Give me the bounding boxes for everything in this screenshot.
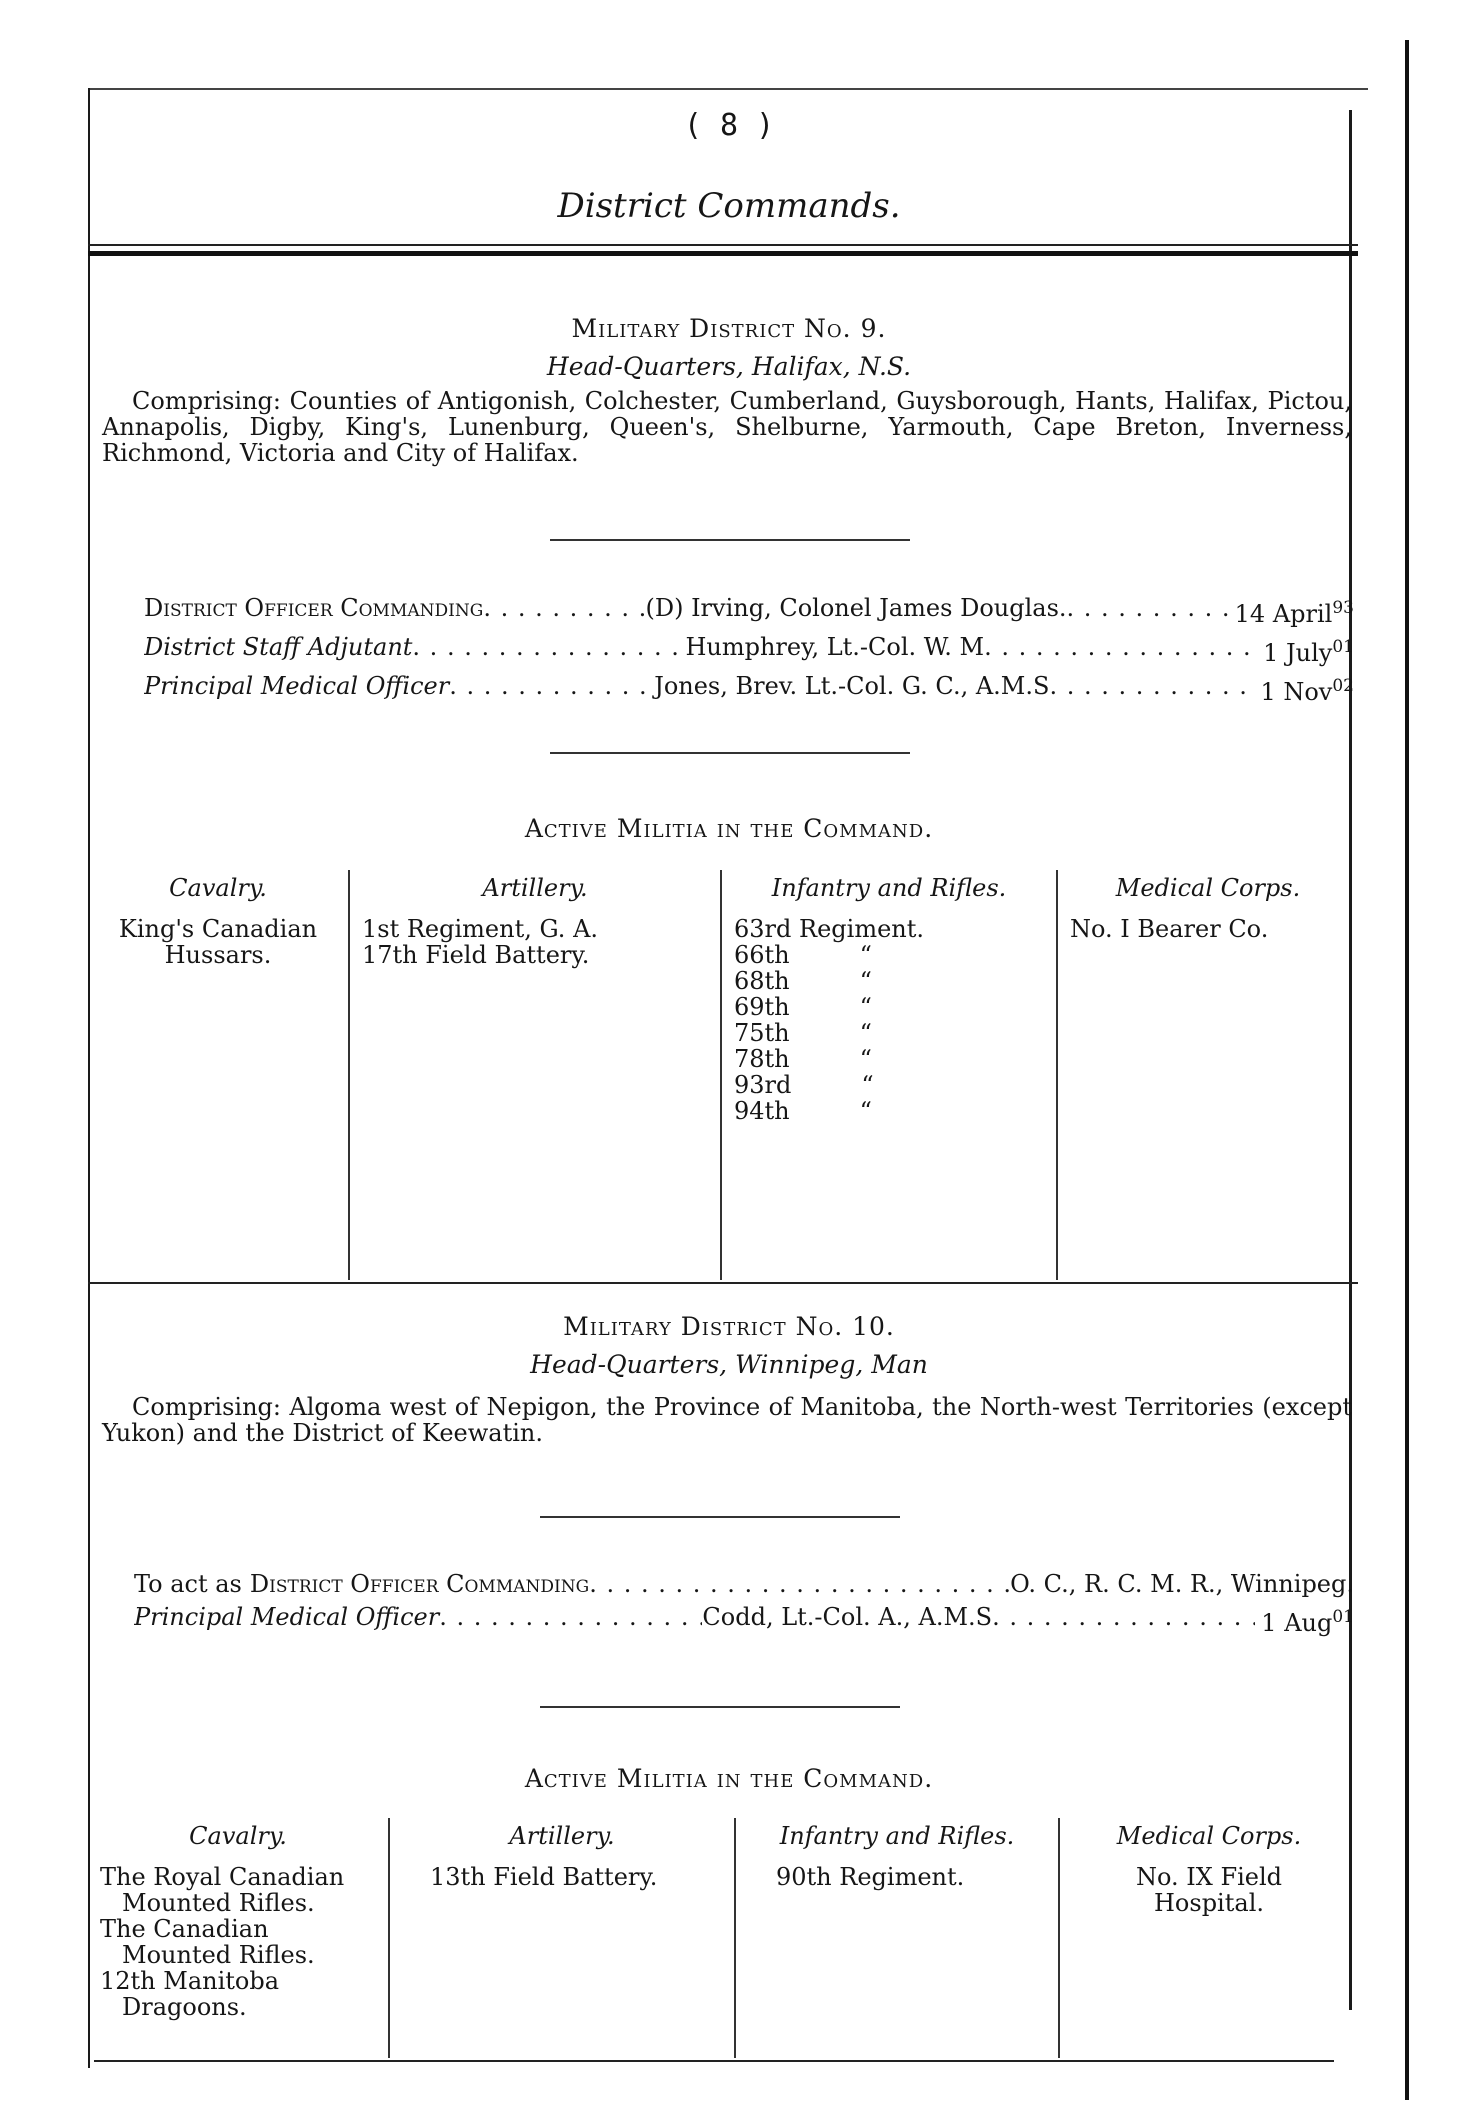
officer-role: District Officer Commanding: [144, 594, 484, 622]
separator-rule: [550, 539, 910, 541]
infantry-column: [734, 1818, 1058, 2058]
column-heading: Artillery.: [482, 874, 588, 902]
district-10-militia-title: Active Militia in the Command.: [524, 1764, 934, 1793]
officer-row: [144, 670, 1354, 709]
officer-role: Principal Medical Officer: [134, 1603, 440, 1631]
officer-row: [144, 631, 1354, 670]
unit-line: 66th “: [734, 941, 872, 969]
leader-dots: [439, 1601, 702, 1640]
unit-line: Mounted Rifles.: [122, 1941, 315, 1969]
unit-line: 69th “: [734, 993, 872, 1021]
medical-column: [1058, 1818, 1358, 2058]
bottom-rule: [94, 2060, 1334, 2062]
unit-line: King's Canadian: [118, 915, 318, 943]
district-9-militia-table: [88, 870, 1358, 1280]
unit-line: No. I Bearer Co.: [1070, 915, 1269, 943]
district-separator-rule: [88, 1282, 1358, 1284]
officer-row: [134, 1568, 1354, 1601]
unit-line: 90th Regiment.: [776, 1863, 965, 1891]
unit-line: The Canadian: [100, 1915, 269, 1943]
column-body: [350, 916, 720, 968]
column-body: [1058, 916, 1358, 942]
column-heading: Infantry and Rifles.: [779, 1822, 1015, 1850]
column-heading: Cavalry.: [189, 1822, 287, 1850]
unit-line: Dragoons.: [122, 1993, 247, 2021]
unit-line: 13th Field Battery.: [430, 1863, 658, 1891]
column-body: [736, 1864, 1058, 1890]
column-heading: Artillery.: [509, 1822, 615, 1850]
separator-rule: [540, 1706, 900, 1708]
column-heading: Medical Corps.: [1115, 874, 1301, 902]
unit-line: 94th “: [734, 1097, 872, 1125]
unit-line: 63rd Regiment.: [734, 915, 925, 943]
officer-name: Humphrey, Lt.-Col. W. M: [685, 633, 985, 661]
column-body: [722, 916, 1056, 1124]
unit-line: 93rd “: [734, 1071, 874, 1099]
officer-role: District Officer Commanding: [249, 1570, 590, 1598]
leader-dots: [1049, 670, 1254, 709]
officer-role: Principal Medical Officer: [144, 672, 450, 700]
district-10-militia-table: [88, 1818, 1358, 2058]
unit-line: Hussars.: [164, 941, 272, 969]
medical-column: [1056, 870, 1358, 1280]
district-9-militia-title: Active Militia in the Command.: [524, 814, 934, 843]
header-rule-thick: [88, 251, 1358, 256]
document-page: [88, 88, 1370, 2074]
officer-role: District Staff Adjutant: [144, 633, 413, 661]
column-body: [390, 1864, 734, 1890]
leader-dots: [1067, 592, 1229, 631]
leader-dots: [483, 592, 645, 631]
unit-line: 12th Manitoba: [100, 1967, 280, 1995]
frame-top: [88, 88, 1368, 90]
unit-line: 78th “: [734, 1045, 872, 1073]
officer-date: 1 July$^{01}$: [1263, 637, 1354, 667]
district-10-officers: [134, 1568, 1354, 1640]
district-9-comprising: Comprising: Counties of Antigonish, Colchester, Cumberland, Guysborough, Hants, Halifax, Pictou, Annapolis, Digby, King's, Lunenburg, Queen's, Shelburne, Yarmouth, Cape Breton, Inverness, Richmond, Victoria and City of Halifax.: [102, 387, 1352, 467]
leader-dots: [992, 1601, 1255, 1640]
officer-date: 1 Aug$^{01}$: [1261, 1607, 1354, 1637]
officer-name: Jones, Brev. Lt.-Col. G. C., A.M.S: [654, 672, 1050, 700]
district-10-comprising: Comprising: Algoma west of Nepigon, the Province of Manitoba, the North-west Territories (except Yukon) and the District of Keewatin.: [102, 1393, 1352, 1447]
officer-date: 1 Nov$^{02}$: [1260, 676, 1354, 706]
column-body: [88, 916, 348, 968]
column-heading: Cavalry.: [169, 874, 267, 902]
column-body: [88, 1864, 388, 2020]
header-rule-thin: [88, 244, 1358, 246]
district-9-title: Military District No. 9.: [571, 314, 887, 343]
officer-prefix: To act as: [134, 1570, 242, 1598]
unit-line: Mounted Rifles.: [122, 1889, 315, 1917]
district-10-headquarters: Head-Quarters, Winnipeg, Man: [530, 1350, 928, 1379]
leader-dots: [984, 631, 1257, 670]
officer-name: (D) Irving, Colonel James Douglas.: [645, 594, 1067, 622]
leader-dots: [449, 670, 654, 709]
artillery-column: [348, 870, 720, 1280]
column-heading: Infantry and Rifles.: [771, 874, 1007, 902]
column-heading: Medical Corps.: [1116, 1822, 1302, 1850]
page-number: ( 8 ): [683, 108, 775, 143]
officer-row: [144, 592, 1354, 631]
leader-dots: [412, 631, 685, 670]
unit-line: 75th “: [734, 1019, 872, 1047]
unit-line: No. IX Field: [1135, 1863, 1283, 1891]
leader-dots: [589, 1568, 1010, 1601]
officer-date: 14 April$^{93}$: [1234, 598, 1354, 628]
unit-line: 17th Field Battery.: [362, 941, 590, 969]
unit-line: The Royal Canadian: [100, 1863, 345, 1891]
separator-rule: [540, 1516, 900, 1518]
cavalry-column: [88, 870, 348, 1280]
cavalry-column: [88, 1818, 388, 2058]
unit-line: Hospital.: [1154, 1889, 1264, 1917]
district-9-headquarters: Head-Quarters, Halifax, N.S.: [546, 352, 912, 381]
officer-name: Codd, Lt.-Col. A., A.M.S: [702, 1603, 993, 1631]
artillery-column: [388, 1818, 734, 2058]
unit-line: 68th “: [734, 967, 872, 995]
officer-row: [134, 1601, 1354, 1640]
district-10-title: Military District No. 10.: [563, 1312, 895, 1341]
page-edge: [1405, 40, 1409, 2100]
page-title: District Commands.: [557, 186, 901, 226]
infantry-column: [720, 870, 1056, 1280]
officer-name: O. C., R. C. M. R., Winnipeg.: [1010, 1570, 1354, 1598]
column-body: [1060, 1864, 1358, 1916]
unit-line: 1st Regiment, G. A.: [362, 915, 599, 943]
separator-rule: [550, 752, 910, 754]
district-9-officers: [144, 592, 1354, 709]
